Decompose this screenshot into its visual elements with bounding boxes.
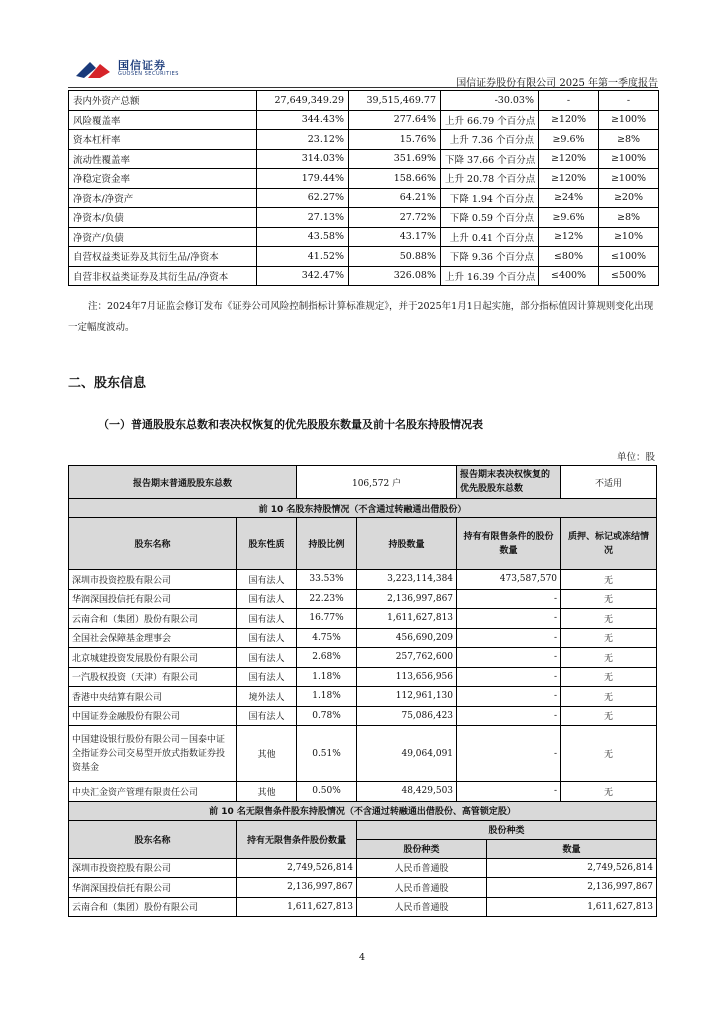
pledge-status: 无 bbox=[561, 726, 657, 782]
holding-ratio: 22.23% bbox=[297, 589, 357, 609]
risk-cell-change: 上升 20.78 个百分点 bbox=[441, 169, 539, 189]
page-header bbox=[68, 56, 658, 90]
holder-row bbox=[69, 667, 657, 687]
share-count: 1,611,627,813 bbox=[487, 897, 657, 917]
holding-qty: 456,690,209 bbox=[357, 628, 457, 648]
preferred-holders-value: 不适用 bbox=[561, 466, 657, 499]
holding-ratio: 0.51% bbox=[297, 726, 357, 782]
risk-cell-name: 自营非权益类证券及其衍生品/净资本 bbox=[69, 266, 257, 286]
risk-cell-cur: 179.44% bbox=[257, 169, 349, 189]
header-holder-name: 股东名称 bbox=[69, 518, 237, 570]
risk-cell-change: 上升 16.39 个百分点 bbox=[441, 266, 539, 286]
holding-ratio: 4.75% bbox=[297, 628, 357, 648]
unrestricted-title: 前 10 名无限售条件股东持股情况（不含通过转融通出借股份、高管锁定股） bbox=[69, 801, 657, 820]
risk-cell-cur: 344.43% bbox=[257, 110, 349, 130]
risk-cell-reg: ≥8% bbox=[599, 208, 659, 228]
holding-qty: 48,429,503 bbox=[357, 782, 457, 802]
holding-qty: 113,656,956 bbox=[357, 667, 457, 687]
holder-row bbox=[69, 628, 657, 648]
risk-cell-cur: 43.58% bbox=[257, 227, 349, 247]
pledge-status: 无 bbox=[561, 782, 657, 802]
holder-name: 云南合和（集团）股份有限公司 bbox=[69, 609, 237, 629]
risk-cell-prev: 158.66% bbox=[349, 169, 441, 189]
risk-cell-name: 流动性覆盖率 bbox=[69, 149, 257, 169]
risk-table-row bbox=[69, 188, 659, 208]
risk-cell-prev: 351.69% bbox=[349, 149, 441, 169]
holder-type: 其他 bbox=[237, 726, 297, 782]
holder-type: 国有法人 bbox=[237, 628, 297, 648]
pledge-status: 无 bbox=[561, 687, 657, 707]
restricted-qty: - bbox=[457, 589, 561, 609]
company-logo bbox=[74, 56, 194, 82]
risk-cell-reg: ≥100% bbox=[599, 169, 659, 189]
holder-type: 国有法人 bbox=[237, 570, 297, 590]
pledge-status: 无 bbox=[561, 648, 657, 668]
unrestricted-row bbox=[69, 897, 657, 917]
header-holding-ratio: 持股比例 bbox=[297, 518, 357, 570]
risk-cell-reg: ≥20% bbox=[599, 188, 659, 208]
holder-row bbox=[69, 782, 657, 802]
holding-qty: 49,064,091 bbox=[357, 726, 457, 782]
risk-table-row bbox=[69, 247, 659, 267]
restricted-qty: - bbox=[457, 648, 561, 668]
holder-name: 中央汇金资产管理有限责任公司 bbox=[69, 782, 237, 802]
risk-note: 注：2024年7月证监会修订发布《证券公司风险控制指标计算标准规定》，并于2025年1月1日起实施，部分指标值因计算规则变化出现一定幅度波动。 bbox=[68, 301, 654, 333]
holder-name: 中国建设银行股份有限公司－国泰中证全指证券公司交易型开放式指数证券投资基金 bbox=[69, 726, 237, 782]
header-pledge-status: 质押、标记或冻结情况 bbox=[561, 518, 657, 570]
risk-cell-warn: ≥120% bbox=[539, 169, 599, 189]
unrestricted-qty: 2,136,997,867 bbox=[237, 878, 357, 898]
risk-table-row bbox=[69, 91, 659, 111]
risk-cell-reg: ≥10% bbox=[599, 227, 659, 247]
risk-cell-prev: 27.72% bbox=[349, 208, 441, 228]
pledge-status: 无 bbox=[561, 628, 657, 648]
holder-row bbox=[69, 609, 657, 629]
risk-cell-change: 上升 7.36 个百分点 bbox=[441, 130, 539, 150]
holding-ratio: 1.18% bbox=[297, 667, 357, 687]
risk-cell-reg: ≥100% bbox=[599, 110, 659, 130]
unrestricted-holder-name: 华润深国投信托有限公司 bbox=[69, 878, 237, 898]
risk-cell-warn: ≥9.6% bbox=[539, 130, 599, 150]
section-title: 二、股东信息 bbox=[68, 376, 147, 391]
risk-cell-prev: 39,515,469.77 bbox=[349, 91, 441, 111]
risk-cell-cur: 27,649,349.29 bbox=[257, 91, 349, 111]
header-holder-type: 股东性质 bbox=[237, 518, 297, 570]
risk-table-row bbox=[69, 110, 659, 130]
holder-row bbox=[69, 726, 657, 782]
holding-ratio: 2.68% bbox=[297, 648, 357, 668]
holding-ratio: 1.18% bbox=[297, 687, 357, 707]
header-holding-qty: 持股数量 bbox=[357, 518, 457, 570]
risk-cell-cur: 41.52% bbox=[257, 247, 349, 267]
unrestricted-header-count: 数量 bbox=[487, 839, 657, 858]
pledge-status: 无 bbox=[561, 589, 657, 609]
holding-qty: 3,223,114,384 bbox=[357, 570, 457, 590]
holder-name: 华润深国投信托有限公司 bbox=[69, 589, 237, 609]
risk-cell-reg: ≥8% bbox=[599, 130, 659, 150]
risk-table-row bbox=[69, 169, 659, 189]
holder-row bbox=[69, 589, 657, 609]
header-restricted-qty: 持有有限售条件的股份数量 bbox=[457, 518, 561, 570]
holding-ratio: 16.77% bbox=[297, 609, 357, 629]
unrestricted-header-class: 股份种类 bbox=[357, 839, 487, 858]
pledge-status: 无 bbox=[561, 570, 657, 590]
holding-ratio: 0.50% bbox=[297, 782, 357, 802]
risk-cell-name: 自营权益类证券及其衍生品/净资本 bbox=[69, 247, 257, 267]
risk-cell-name: 净资本/净资产 bbox=[69, 188, 257, 208]
holder-type: 国有法人 bbox=[237, 589, 297, 609]
risk-cell-warn: - bbox=[539, 91, 599, 111]
restricted-qty: - bbox=[457, 667, 561, 687]
unrestricted-qty: 2,749,526,814 bbox=[237, 858, 357, 878]
risk-cell-warn: ≥120% bbox=[539, 110, 599, 130]
risk-cell-cur: 62.27% bbox=[257, 188, 349, 208]
risk-cell-reg: ≤500% bbox=[599, 266, 659, 286]
holder-row bbox=[69, 570, 657, 590]
risk-cell-warn: ≥12% bbox=[539, 227, 599, 247]
holding-qty: 257,762,600 bbox=[357, 648, 457, 668]
unrestricted-header-qty: 持有无限售条件股份数量 bbox=[237, 820, 357, 858]
risk-cell-cur: 27.13% bbox=[257, 208, 349, 228]
risk-cell-reg: - bbox=[599, 91, 659, 111]
logo-english-name: GUOSEN SECURITIES bbox=[118, 71, 179, 77]
unrestricted-row bbox=[69, 878, 657, 898]
holding-qty: 1,611,627,813 bbox=[357, 609, 457, 629]
risk-cell-cur: 342.47% bbox=[257, 266, 349, 286]
logo-chinese-name: 国信证券 bbox=[118, 59, 166, 72]
holding-qty: 2,136,997,867 bbox=[357, 589, 457, 609]
restricted-qty: - bbox=[457, 687, 561, 707]
restricted-qty: - bbox=[457, 726, 561, 782]
top10-title: 前 10 名股东持股情况（不含通过转融通出借股份） bbox=[69, 499, 657, 518]
holder-name: 全国社会保障基金理事会 bbox=[69, 628, 237, 648]
unrestricted-holder-name: 云南合和（集团）股份有限公司 bbox=[69, 897, 237, 917]
total-holders-value: 106,572 户 bbox=[297, 466, 457, 499]
holder-name: 香港中央结算有限公司 bbox=[69, 687, 237, 707]
holder-row bbox=[69, 687, 657, 707]
share-class: 人民币普通股 bbox=[357, 858, 487, 878]
holding-qty: 112,961,130 bbox=[357, 687, 457, 707]
risk-cell-prev: 277.64% bbox=[349, 110, 441, 130]
risk-cell-name: 风险覆盖率 bbox=[69, 110, 257, 130]
risk-table-row bbox=[69, 266, 659, 286]
share-count: 2,749,526,814 bbox=[487, 858, 657, 878]
risk-cell-prev: 50.88% bbox=[349, 247, 441, 267]
risk-cell-warn: ≤80% bbox=[539, 247, 599, 267]
risk-cell-warn: ≥24% bbox=[539, 188, 599, 208]
pledge-status: 无 bbox=[561, 609, 657, 629]
risk-table-row bbox=[69, 149, 659, 169]
risk-cell-cur: 23.12% bbox=[257, 130, 349, 150]
page-number: 4 bbox=[358, 952, 366, 963]
share-class: 人民币普通股 bbox=[357, 878, 487, 898]
unrestricted-holder-name: 深圳市投资控股有限公司 bbox=[69, 858, 237, 878]
restricted-qty: - bbox=[457, 609, 561, 629]
holder-type: 境外法人 bbox=[237, 687, 297, 707]
risk-cell-change: 上升 66.79 个百分点 bbox=[441, 110, 539, 130]
risk-cell-reg: ≥100% bbox=[599, 149, 659, 169]
risk-cell-warn: ≥9.6% bbox=[539, 208, 599, 228]
risk-cell-prev: 64.21% bbox=[349, 188, 441, 208]
unrestricted-row bbox=[69, 858, 657, 878]
risk-cell-change: 下降 0.59 个百分点 bbox=[441, 208, 539, 228]
shareholders-table bbox=[68, 465, 657, 917]
holder-name: 一汽股权投资（天津）有限公司 bbox=[69, 667, 237, 687]
pledge-status: 无 bbox=[561, 667, 657, 687]
risk-table-row bbox=[69, 208, 659, 228]
risk-table-row bbox=[69, 227, 659, 247]
holder-type: 国有法人 bbox=[237, 667, 297, 687]
share-class: 人民币普通股 bbox=[357, 897, 487, 917]
restricted-qty: - bbox=[457, 628, 561, 648]
guosen-logo-icon bbox=[74, 58, 112, 80]
share-count: 2,136,997,867 bbox=[487, 878, 657, 898]
holding-ratio: 33.53% bbox=[297, 570, 357, 590]
total-holders-label: 报告期末普通股股东总数 bbox=[69, 466, 297, 499]
risk-cell-name: 净稳定资金率 bbox=[69, 169, 257, 189]
holder-name: 中国证券金融股份有限公司 bbox=[69, 706, 237, 726]
holding-ratio: 0.78% bbox=[297, 706, 357, 726]
risk-cell-reg: ≤100% bbox=[599, 247, 659, 267]
risk-cell-change: 下降 37.66 个百分点 bbox=[441, 149, 539, 169]
risk-cell-prev: 15.76% bbox=[349, 130, 441, 150]
subsection-title: （一）普通股股东总数和表决权恢复的优先股股东数量及前十名股东持股情况表 bbox=[98, 418, 483, 431]
risk-cell-cur: 314.03% bbox=[257, 149, 349, 169]
unrestricted-header-class-group: 股份种类 bbox=[357, 820, 657, 839]
pledge-status: 无 bbox=[561, 706, 657, 726]
risk-cell-warn: ≤400% bbox=[539, 266, 599, 286]
risk-cell-name: 表内外资产总额 bbox=[69, 91, 257, 111]
risk-table-row bbox=[69, 130, 659, 150]
holder-row bbox=[69, 648, 657, 668]
risk-cell-change: -30.03% bbox=[441, 91, 539, 111]
restricted-qty: 473,587,570 bbox=[457, 570, 561, 590]
holder-type: 国有法人 bbox=[237, 706, 297, 726]
unrestricted-qty: 1,611,627,813 bbox=[237, 897, 357, 917]
holding-qty: 75,086,423 bbox=[357, 706, 457, 726]
risk-cell-prev: 326.08% bbox=[349, 266, 441, 286]
preferred-holders-label: 报告期末表决权恢复的优先股股东总数 bbox=[457, 466, 561, 499]
risk-cell-prev: 43.17% bbox=[349, 227, 441, 247]
holder-row bbox=[69, 706, 657, 726]
risk-indicator-table bbox=[68, 90, 659, 286]
risk-cell-change: 下降 1.94 个百分点 bbox=[441, 188, 539, 208]
risk-cell-change: 下降 9.36 个百分点 bbox=[441, 247, 539, 267]
header-divider bbox=[68, 87, 658, 88]
risk-cell-name: 净资本/负债 bbox=[69, 208, 257, 228]
risk-cell-warn: ≥120% bbox=[539, 149, 599, 169]
holder-name: 北京城建投资发展股份有限公司 bbox=[69, 648, 237, 668]
holder-type: 国有法人 bbox=[237, 648, 297, 668]
risk-cell-name: 净资产/负债 bbox=[69, 227, 257, 247]
holder-type: 国有法人 bbox=[237, 609, 297, 629]
report-title: 国信证券股份有限公司 2025 年第一季度报告 bbox=[456, 78, 658, 89]
unit-label: 单位：股 bbox=[616, 452, 655, 463]
restricted-qty: - bbox=[457, 706, 561, 726]
risk-cell-change: 上升 0.41 个百分点 bbox=[441, 227, 539, 247]
unrestricted-header-name: 股东名称 bbox=[69, 820, 237, 858]
holder-name: 深圳市投资控股有限公司 bbox=[69, 570, 237, 590]
holder-type: 其他 bbox=[237, 782, 297, 802]
risk-cell-name: 资本杠杆率 bbox=[69, 130, 257, 150]
restricted-qty: - bbox=[457, 782, 561, 802]
